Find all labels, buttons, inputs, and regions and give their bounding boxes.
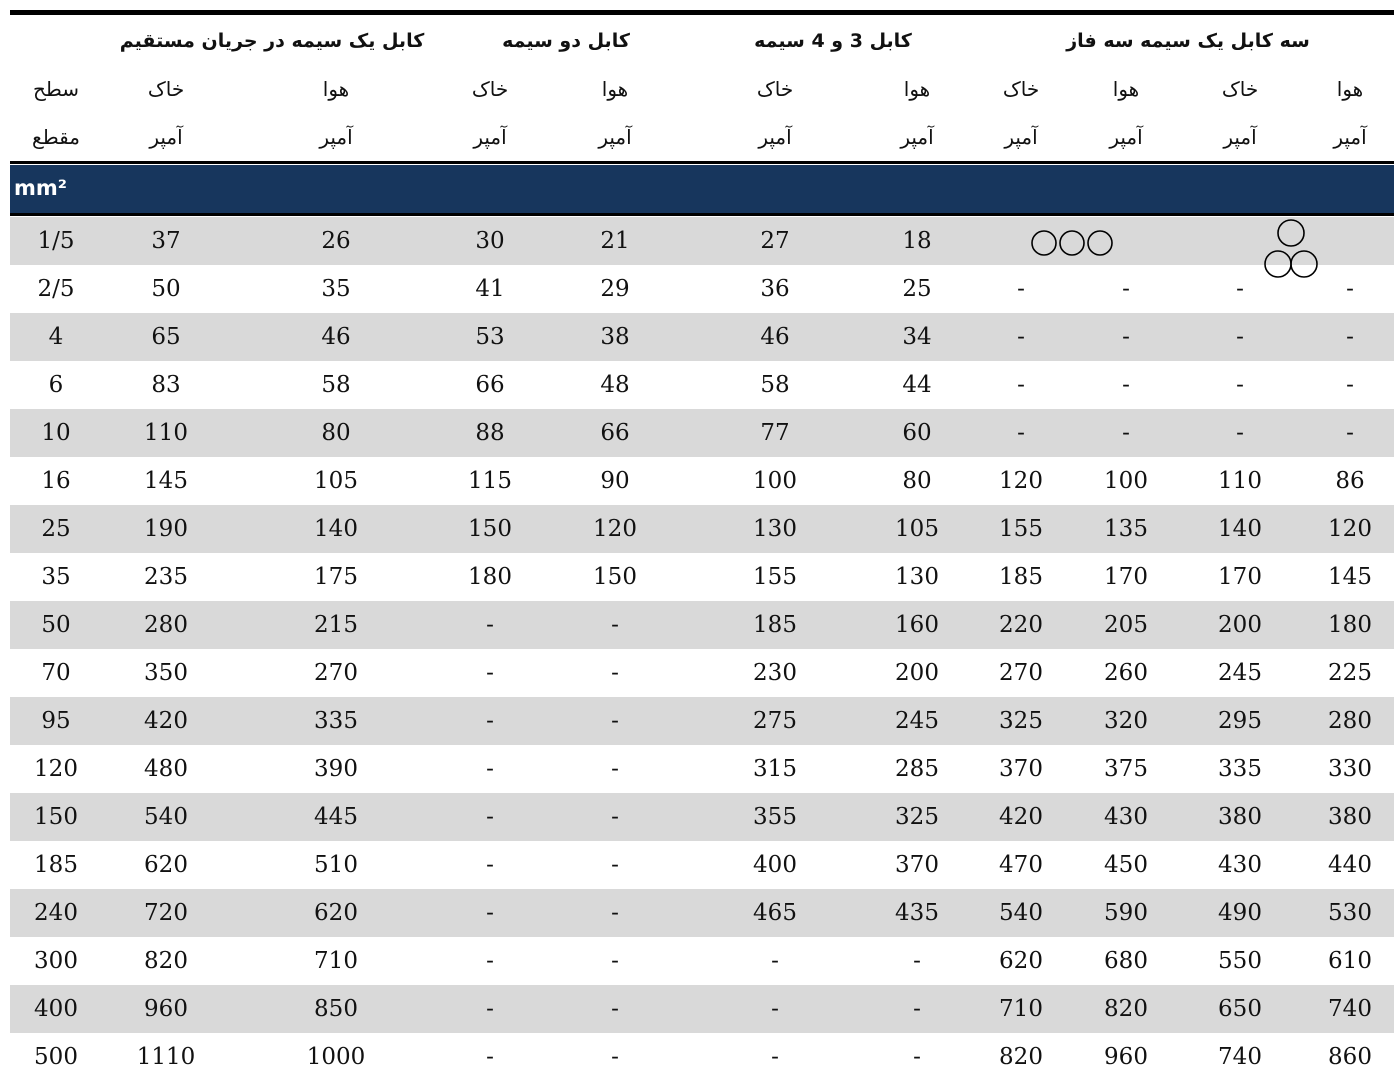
table-row: [10, 1033, 1394, 1081]
ampacity-cell: 65: [151, 324, 181, 350]
ampacity-cell: 145: [144, 468, 188, 494]
ampacity-cell: -: [486, 660, 494, 686]
ampacity-cell: 105: [895, 516, 939, 542]
ampacity-cell: -: [771, 1044, 779, 1070]
ampacity-cell: 50: [151, 276, 181, 302]
ampacity-cell: -: [1346, 420, 1354, 446]
ampacity-cell: 48: [600, 372, 630, 398]
ampacity-cell: 115: [468, 468, 512, 494]
header-amp-7: آمپر: [1004, 125, 1038, 149]
ampacity-cell: 315: [753, 756, 797, 782]
header-amp-4: آمپر: [598, 125, 632, 149]
cross-section-cell: 95: [41, 708, 71, 734]
ampacity-cell: 53: [475, 324, 505, 350]
ampacity-cell: 480: [144, 756, 188, 782]
ampacity-cell: -: [1236, 372, 1244, 398]
header-three-four-core: کابل 3 و 4 سیمه: [754, 30, 912, 52]
ampacity-cell: 235: [144, 564, 188, 590]
header-dc-single-core: کابل یک سیمه در جریان مستقیم: [119, 30, 425, 52]
header-section-line1: سطح: [32, 77, 80, 101]
ampacity-cell: 185: [753, 612, 797, 638]
ampacity-cell: 175: [314, 564, 358, 590]
ampacity-cell: 270: [314, 660, 358, 686]
ampacity-cell: 610: [1328, 948, 1372, 974]
ampacity-cell: 155: [999, 516, 1043, 542]
ampacity-cell: 650: [1218, 996, 1262, 1022]
ampacity-cell: 465: [753, 900, 797, 926]
ampacity-cell: -: [1122, 372, 1130, 398]
ampacity-cell: -: [611, 852, 619, 878]
cross-section-cell: 25: [41, 516, 71, 542]
cross-section-cell: 4: [48, 324, 64, 350]
header-section-line2: مقطع: [32, 125, 80, 149]
ampacity-cell: 380: [1218, 804, 1262, 830]
ampacity-cell: -: [1346, 372, 1354, 398]
ampacity-cell: -: [1122, 276, 1130, 302]
ampacity-cell: 170: [1218, 564, 1262, 590]
ampacity-cell: 530: [1328, 900, 1372, 926]
ampacity-cell: 710: [314, 948, 358, 974]
cross-section-cell: 300: [34, 948, 78, 974]
ampacity-cell: 130: [895, 564, 939, 590]
ampacity-cell: 820: [999, 1044, 1043, 1070]
ampacity-cell: 58: [760, 372, 790, 398]
ampacity-cell: -: [1236, 276, 1244, 302]
ampacity-cell: 34: [902, 324, 932, 350]
ampacity-cell: 820: [144, 948, 188, 974]
ampacity-cell: 850: [314, 996, 358, 1022]
ampacity-cell: 220: [999, 612, 1043, 638]
ampacity-cell: -: [486, 804, 494, 830]
table-row: [10, 985, 1394, 1033]
ampacity-cell: 86: [1335, 468, 1365, 494]
ampacity-cell: 60: [902, 420, 932, 446]
ampacity-cell: 375: [1104, 756, 1148, 782]
ampacity-cell: 18: [902, 228, 932, 254]
ampacity-cell: -: [1236, 324, 1244, 350]
cross-section-cell: 70: [41, 660, 71, 686]
ampacity-cell: 100: [753, 468, 797, 494]
ampacity-cell: -: [913, 996, 921, 1022]
header-soil-3: خاک: [471, 77, 509, 101]
header-air-8: هوا: [1112, 77, 1140, 101]
table-row: [10, 889, 1394, 937]
header-soil-1: خاک: [147, 77, 185, 101]
ampacity-cell: 620: [144, 852, 188, 878]
ampacity-cell: 190: [144, 516, 188, 542]
ampacity-cell: 36: [760, 276, 790, 302]
ampacity-cell: 510: [314, 852, 358, 878]
ampacity-cell: -: [611, 756, 619, 782]
ampacity-cell: 590: [1104, 900, 1148, 926]
cross-section-cell: 35: [41, 564, 71, 590]
ampacity-cell: 80: [321, 420, 351, 446]
header-amp-1: آمپر: [149, 125, 183, 149]
ampacity-cell: -: [486, 996, 494, 1022]
table-row: [10, 361, 1394, 409]
ampacity-cell: 285: [895, 756, 939, 782]
table-row: [10, 937, 1394, 985]
ampacity-cell: 180: [468, 564, 512, 590]
ampacity-cell: 58: [321, 372, 351, 398]
ampacity-cell: 77: [760, 420, 790, 446]
table-row: [10, 601, 1394, 649]
ampacity-cell: -: [611, 1044, 619, 1070]
ampacity-cell: 430: [1104, 804, 1148, 830]
ampacity-cell: 110: [144, 420, 188, 446]
cross-section-cell: 150: [34, 804, 78, 830]
ampacity-cell: -: [913, 1044, 921, 1070]
ampacity-cell: 860: [1328, 1044, 1372, 1070]
flat-formation-icon: [1030, 228, 1116, 258]
ampacity-cell: -: [611, 612, 619, 638]
ampacity-cell: 390: [314, 756, 358, 782]
header-two-core: کابل دو سیمه: [502, 30, 630, 52]
ampacity-cell: 37: [151, 228, 181, 254]
ampacity-cell: 200: [1218, 612, 1262, 638]
ampacity-cell: -: [486, 612, 494, 638]
cross-section-cell: 1/5: [37, 228, 75, 254]
ampacity-cell: -: [1346, 276, 1354, 302]
ampacity-cell: 66: [600, 420, 630, 446]
ampacity-cell: 180: [1328, 612, 1372, 638]
cross-section-cell: 500: [34, 1044, 78, 1070]
header-amp-9: آمپر: [1223, 125, 1257, 149]
ampacity-cell: 680: [1104, 948, 1148, 974]
ampacity-cell: 370: [999, 756, 1043, 782]
table-row: [10, 553, 1394, 601]
ampacity-cell: 280: [144, 612, 188, 638]
ampacity-cell: 155: [753, 564, 797, 590]
ampacity-cell: 710: [999, 996, 1043, 1022]
ampacity-cell: 140: [314, 516, 358, 542]
cross-section-cell: 6: [48, 372, 64, 398]
ampacity-cell: 41: [475, 276, 505, 302]
ampacity-cell: -: [1017, 276, 1025, 302]
ampacity-cell: 540: [999, 900, 1043, 926]
ampacity-cell: 740: [1218, 1044, 1262, 1070]
header-amp-2: آمپر: [319, 125, 353, 149]
ampacity-cell: -: [1346, 324, 1354, 350]
ampacity-cell: 230: [753, 660, 797, 686]
cross-section-cell: 50: [41, 612, 71, 638]
ampacity-cell: 960: [144, 996, 188, 1022]
ampacity-cell: 960: [1104, 1044, 1148, 1070]
unit-bar: [10, 165, 1394, 213]
header-amp-10: آمپر: [1333, 125, 1367, 149]
ampacity-cell: 150: [593, 564, 637, 590]
ampacity-cell: 88: [475, 420, 505, 446]
header-amp-3: آمپر: [473, 125, 507, 149]
ampacity-cell: 29: [600, 276, 630, 302]
ampacity-cell: 620: [999, 948, 1043, 974]
unit-rule: [10, 213, 1394, 216]
ampacity-cell: 145: [1328, 564, 1372, 590]
ampacity-cell: -: [486, 900, 494, 926]
ampacity-cell: 66: [475, 372, 505, 398]
table-row: [10, 409, 1394, 457]
ampacity-cell: 110: [1218, 468, 1262, 494]
table-row: [10, 457, 1394, 505]
ampacity-cell: -: [611, 996, 619, 1022]
top-rule: [10, 10, 1394, 15]
ampacity-cell: 185: [999, 564, 1043, 590]
cross-section-cell: 400: [34, 996, 78, 1022]
ampacity-cell: 46: [321, 324, 351, 350]
ampacity-cell: 200: [895, 660, 939, 686]
ampacity-cell: 540: [144, 804, 188, 830]
ampacity-cell: 470: [999, 852, 1043, 878]
ampacity-cell: -: [1122, 324, 1130, 350]
ampacity-cell: 435: [895, 900, 939, 926]
ampacity-cell: 820: [1104, 996, 1148, 1022]
table-row: [10, 649, 1394, 697]
ampacity-cell: 100: [1104, 468, 1148, 494]
header-air-2: هوا: [322, 77, 350, 101]
ampacity-cell: -: [611, 900, 619, 926]
table-row: [10, 265, 1394, 313]
ampacity-cell: 420: [144, 708, 188, 734]
header-amp-5: آمپر: [758, 125, 792, 149]
ampacity-cell: 620: [314, 900, 358, 926]
ampacity-cell: 270: [999, 660, 1043, 686]
ampacity-cell: 170: [1104, 564, 1148, 590]
ampacity-cell: 105: [314, 468, 358, 494]
header-air-10: هوا: [1336, 77, 1364, 101]
ampacity-cell: 490: [1218, 900, 1262, 926]
cross-section-cell: 10: [41, 420, 71, 446]
ampacity-cell: 260: [1104, 660, 1148, 686]
ampacity-cell: 80: [902, 468, 932, 494]
ampacity-cell: 550: [1218, 948, 1262, 974]
ampacity-cell: 245: [895, 708, 939, 734]
ampacity-cell: 380: [1328, 804, 1372, 830]
ampacity-cell: -: [611, 804, 619, 830]
ampacity-cell: -: [611, 660, 619, 686]
cross-section-cell: 120: [34, 756, 78, 782]
header-air-6: هوا: [903, 77, 931, 101]
header-amp-8: آمپر: [1109, 125, 1143, 149]
ampacity-cell: 120: [593, 516, 637, 542]
ampacity-cell: 83: [151, 372, 181, 398]
ampacity-cell: 38: [600, 324, 630, 350]
ampacity-cell: 225: [1328, 660, 1372, 686]
ampacity-cell: 245: [1218, 660, 1262, 686]
table-row: [10, 793, 1394, 841]
header-air-4: هوا: [601, 77, 629, 101]
ampacity-cell: 46: [760, 324, 790, 350]
ampacity-cell: -: [1017, 324, 1025, 350]
ampacity-cell: 27: [760, 228, 790, 254]
ampacity-cell: 150: [468, 516, 512, 542]
ampacity-cell: -: [611, 708, 619, 734]
cross-section-cell: 240: [34, 900, 78, 926]
trefoil-formation-icon: [1262, 216, 1320, 284]
ampacity-cell: -: [1017, 372, 1025, 398]
ampacity-cell: 740: [1328, 996, 1372, 1022]
ampacity-cell: 160: [895, 612, 939, 638]
cross-section-cell: 2/5: [37, 276, 75, 302]
ampacity-cell: 325: [895, 804, 939, 830]
table-row: [10, 697, 1394, 745]
ampacity-cell: 295: [1218, 708, 1262, 734]
ampacity-cell: 445: [314, 804, 358, 830]
header-three-single-core: سه کابل یک سیمه سه فاز: [1066, 30, 1310, 52]
ampacity-cell: 355: [753, 804, 797, 830]
header-soil-7: خاک: [1002, 77, 1040, 101]
ampacity-cell: 140: [1218, 516, 1262, 542]
ampacity-cell: 1000: [306, 1044, 366, 1070]
header-amp-6: آمپر: [900, 125, 934, 149]
ampacity-cell: -: [1122, 420, 1130, 446]
ampacity-cell: -: [486, 948, 494, 974]
ampacity-cell: -: [486, 852, 494, 878]
ampacity-cell: 335: [1218, 756, 1262, 782]
ampacity-cell: 335: [314, 708, 358, 734]
ampacity-cell: 280: [1328, 708, 1372, 734]
ampacity-cell: 370: [895, 852, 939, 878]
ampacity-cell: 330: [1328, 756, 1372, 782]
ampacity-cell: 440: [1328, 852, 1372, 878]
ampacity-cell: -: [771, 996, 779, 1022]
ampacity-cell: 430: [1218, 852, 1262, 878]
ampacity-cell: 90: [600, 468, 630, 494]
ampacity-cell: -: [771, 948, 779, 974]
table-row: [10, 841, 1394, 889]
ampacity-cell: 320: [1104, 708, 1148, 734]
ampacity-cell: 205: [1104, 612, 1148, 638]
ampacity-cell: -: [1017, 420, 1025, 446]
ampacity-cell: -: [486, 756, 494, 782]
ampacity-cell: 400: [753, 852, 797, 878]
table-row: [10, 313, 1394, 361]
ampacity-cell: -: [611, 948, 619, 974]
header-soil-9: خاک: [1221, 77, 1259, 101]
ampacity-cell: 120: [1328, 516, 1372, 542]
ampacity-cell: 21: [600, 228, 630, 254]
ampacity-cell: 25: [902, 276, 932, 302]
ampacity-cell: 275: [753, 708, 797, 734]
ampacity-cell: -: [1236, 420, 1244, 446]
ampacity-cell: -: [486, 1044, 494, 1070]
ampacity-cell: 450: [1104, 852, 1148, 878]
cross-section-cell: 16: [41, 468, 71, 494]
unit-label: mm²: [14, 176, 67, 200]
ampacity-cell: 120: [999, 468, 1043, 494]
cross-section-cell: 185: [34, 852, 78, 878]
table-row: [10, 745, 1394, 793]
ampacity-cell: -: [913, 948, 921, 974]
ampacity-cell: 35: [321, 276, 351, 302]
header-rule: [10, 161, 1394, 164]
table-row: [10, 217, 1394, 265]
ampacity-cell: 420: [999, 804, 1043, 830]
ampacity-cell: 1110: [136, 1044, 196, 1070]
ampacity-cell: 44: [902, 372, 932, 398]
table-row: [10, 505, 1394, 553]
ampacity-cell: 130: [753, 516, 797, 542]
ampacity-cell: -: [486, 708, 494, 734]
ampacity-cell: 26: [321, 228, 351, 254]
header-soil-5: خاک: [756, 77, 794, 101]
ampacity-cell: 325: [999, 708, 1043, 734]
ampacity-cell: 30: [475, 228, 505, 254]
ampacity-cell: 215: [314, 612, 358, 638]
ampacity-cell: 720: [144, 900, 188, 926]
ampacity-cell: 350: [144, 660, 188, 686]
ampacity-cell: 135: [1104, 516, 1148, 542]
